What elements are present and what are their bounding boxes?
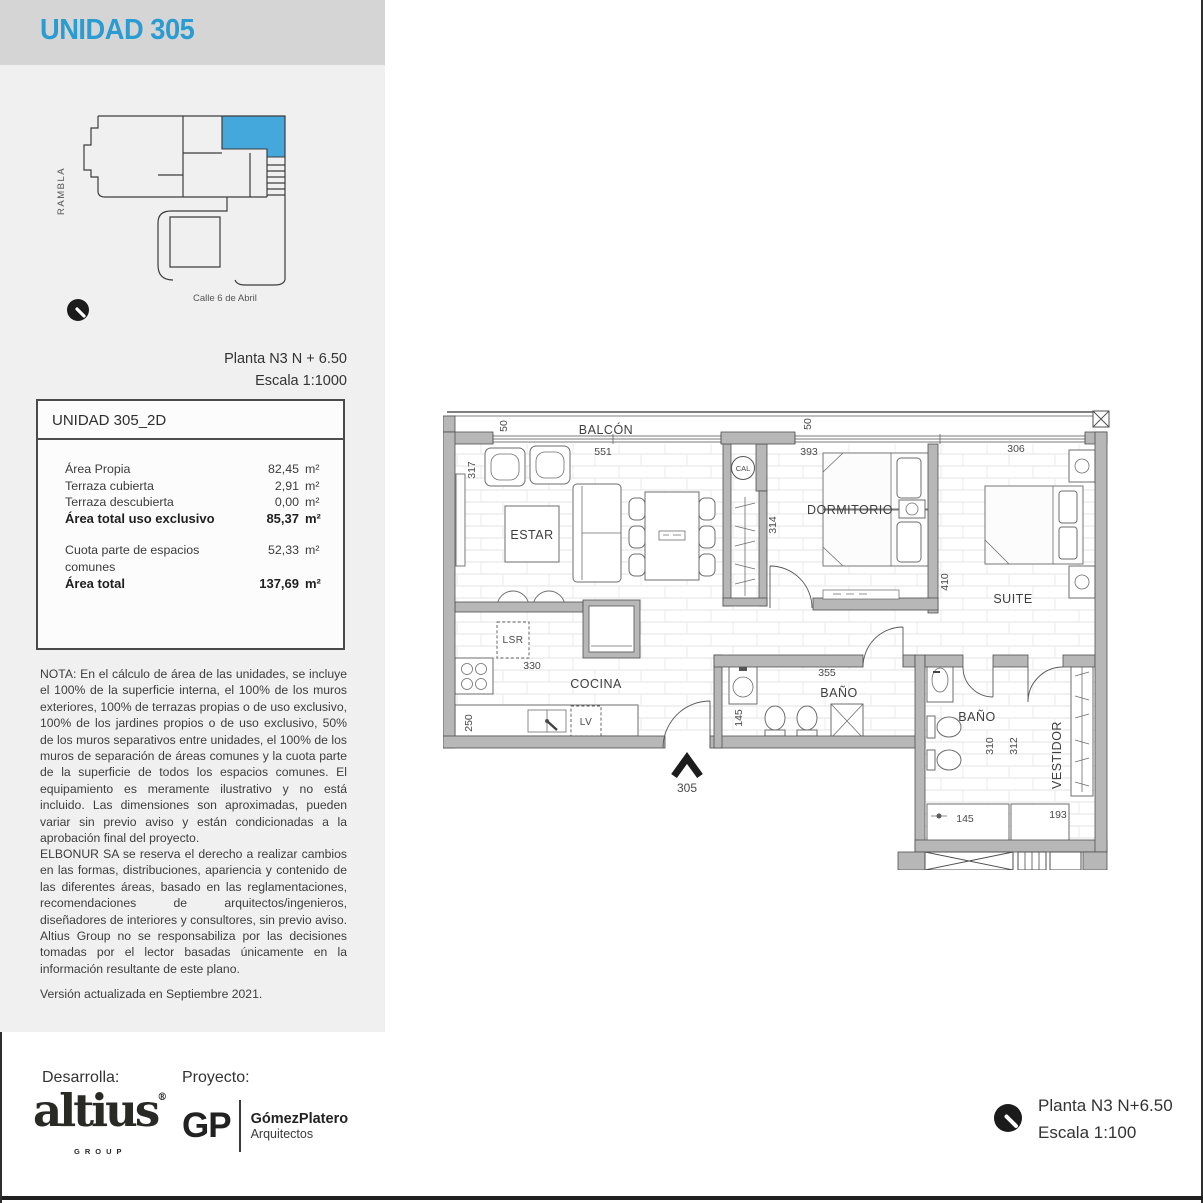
- room-label-cocina: COCINA: [570, 677, 622, 691]
- sliding-panel: [823, 590, 899, 599]
- sidebar-plan-meta: [150, 348, 347, 392]
- logo-divider: [239, 1100, 241, 1152]
- area-table-title: UNIDAD 305_2D: [38, 401, 343, 440]
- table-row: Terraza cubierta 2,91 m²: [65, 478, 320, 493]
- note-disclaimer: ELBONUR SA se reserva el derecho a realizar cambios en las formas, distribuciones, apariencia y contenido de las diferentes áreas, basado en las reglamentaciones, recomendaciones de arquitectos/ingenieros, diseñadores de interiores y consultores, sin previo aviso. Altius Group no se responsabiliza por las decisiones tomadas por el lector basadas únicamente en la información resultante de este plano.: [40, 847, 347, 976]
- version-note: Versión actualizada en Septiembre 2021.: [40, 987, 263, 1001]
- architect-logo-initials: GP: [182, 1106, 231, 1145]
- fridge: [589, 606, 634, 652]
- dim: 306: [1007, 443, 1025, 455]
- room-label-bano1: BAÑO: [820, 686, 858, 700]
- street-label-calle: Calle 6 de Abril: [193, 293, 257, 304]
- unit-highlight: [222, 116, 285, 157]
- dim: 330: [523, 660, 541, 672]
- table-row: Área Propia 82,45 m²: [65, 462, 320, 476]
- table-row-total-exclusive: Área total uso exclusivo 85,37 m²: [65, 510, 321, 526]
- dining-furniture: [629, 492, 715, 580]
- sidebar-plan-scale: Escala 1:1000: [255, 373, 347, 389]
- table-row-total: Área total 137,69 m²: [65, 575, 321, 591]
- architect-logo: [182, 1100, 348, 1152]
- entry-number: 305: [676, 781, 698, 795]
- title-block-scale: Escala 1:100: [1038, 1123, 1137, 1142]
- page-title: UNIDAD 305: [40, 14, 195, 46]
- bidet: [797, 706, 817, 730]
- table-row: Terraza descubierta 0,00 m²: [65, 495, 320, 510]
- dim: 410: [939, 573, 951, 591]
- title-block: [1038, 1092, 1173, 1146]
- dim: 551: [594, 446, 612, 458]
- north-arrow-icon: [992, 1102, 1024, 1134]
- note-areas: NOTA: En el cálculo de área de las unidades, se incluye el 100% de la superficie interna, el 100% de los muros exteriores, 100% de terrazas propias o de uso exclusivo, 100% de los jardines propios o de uso exclusivo, 50% de los muros separativos entre unidades, el 100% de los muros de separación de áreas comunes y la cuota parte de la superficie de todos los espacios comunes. El equipamiento es meramente ilustrativo y no está incluido. Las dimensiones son aproximadas, pueden variar sin previo aviso y están condicionadas a la aprobación final del proyecto.: [40, 667, 347, 846]
- stairs-lines: [267, 165, 285, 195]
- common-core: [898, 852, 1107, 870]
- balcony-rail: [447, 412, 1100, 416]
- dim: 193: [1049, 809, 1067, 821]
- title-block-level: Planta N3 N+6.50: [1038, 1096, 1173, 1115]
- room-label-vestidor: VESTIDOR: [1050, 721, 1064, 789]
- developer-logo: altius®: [33, 1084, 168, 1137]
- dim: 310: [984, 737, 996, 755]
- sidebar-plan-level: Planta N3 N + 6.50: [224, 351, 347, 367]
- toilet: [765, 706, 785, 730]
- room-label-estar: ESTAR: [510, 528, 554, 542]
- project-label: Proyecto:: [182, 1069, 250, 1086]
- north-arrow-icon: [66, 298, 90, 322]
- architect-name: GómezPlatero: [250, 1111, 349, 1127]
- room-label-balcon: BALCÓN: [578, 423, 634, 437]
- registered-icon: ®: [157, 1092, 168, 1103]
- dim: 314: [767, 516, 779, 534]
- dim: 393: [800, 446, 818, 458]
- room-label-suite: SUITE: [993, 592, 1033, 606]
- room-label-dormitorio: DORMITORIO: [806, 503, 894, 517]
- entry-arrow-icon: [674, 758, 700, 776]
- equip-label-lsr: LSR: [502, 635, 524, 646]
- equip-label-lv: LV: [579, 717, 593, 728]
- developer-label: Desarrolla:: [42, 1069, 120, 1086]
- developer-logo-sub: GROUP: [74, 1147, 127, 1156]
- column-marker: [1093, 411, 1109, 427]
- dim: 50: [802, 418, 814, 430]
- equip-label-cal: CAL: [735, 464, 751, 473]
- dim: 250: [463, 714, 475, 732]
- dim: 145: [956, 813, 974, 825]
- site-key-plan: [55, 95, 315, 325]
- dim: 317: [466, 461, 478, 479]
- area-table: [36, 399, 345, 650]
- architect-sub: Arquitectos: [250, 1127, 314, 1141]
- cooktop: [455, 658, 493, 694]
- dim: 355: [818, 667, 836, 679]
- room-label-bano2: BAÑO: [958, 710, 996, 724]
- table-row: Cuota parte de espacios comunes 52,33 m²: [65, 543, 320, 574]
- bidet: [937, 750, 961, 770]
- street-label-rambla: RAMBLA: [56, 166, 67, 215]
- dim: 145: [733, 709, 745, 727]
- dim: 312: [1008, 737, 1020, 755]
- floor-plan: [443, 400, 1110, 870]
- dim: 50: [498, 420, 510, 432]
- page-border-bottom: [0, 1196, 1203, 1200]
